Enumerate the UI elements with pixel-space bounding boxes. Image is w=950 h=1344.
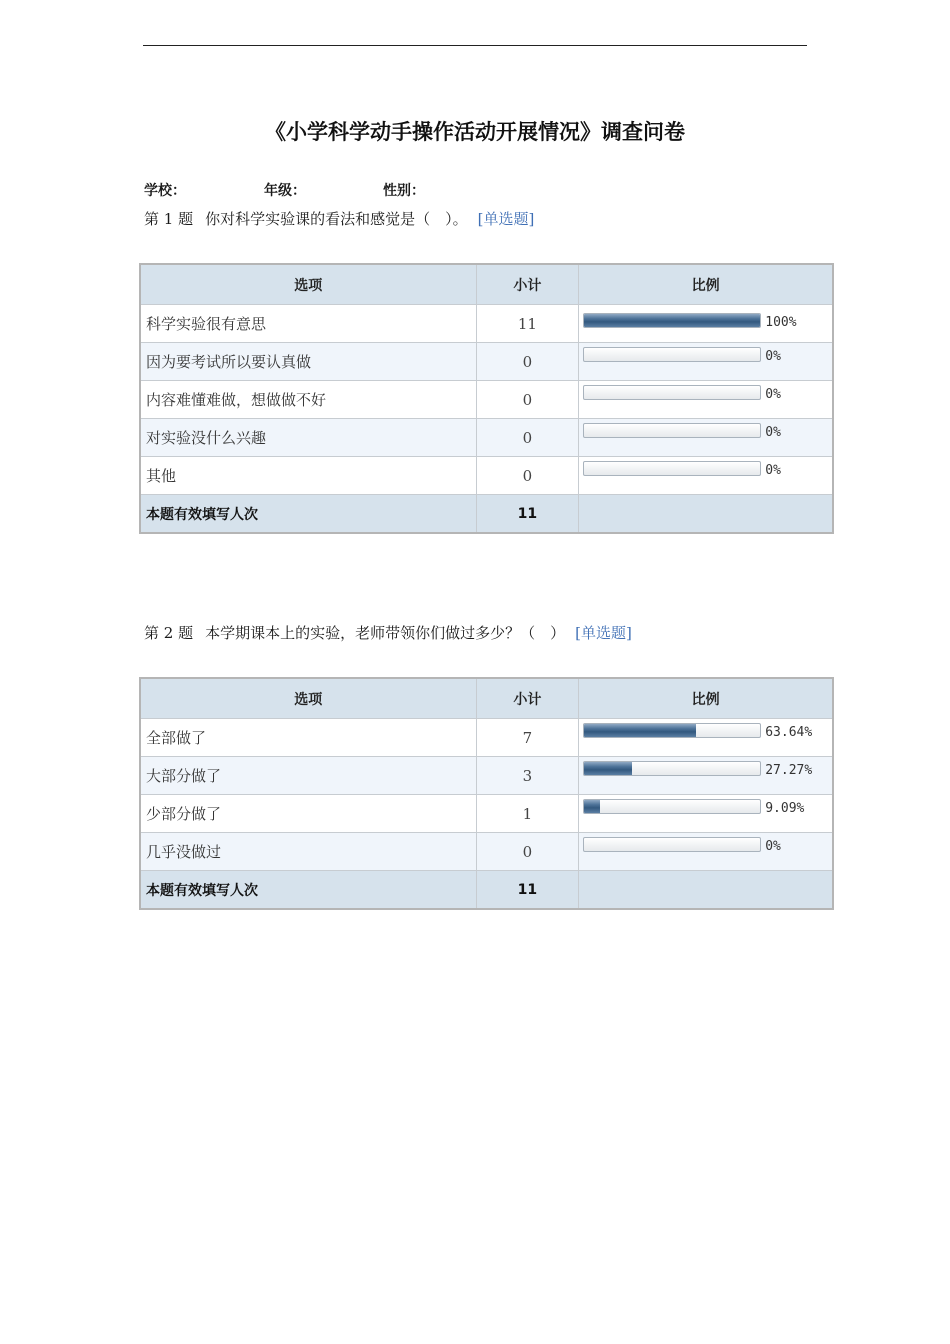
- ratio-cell: [579, 719, 833, 757]
- option-count: 0: [476, 343, 579, 381]
- table-header-row: [140, 678, 833, 719]
- ratio-cell: [579, 757, 833, 795]
- total-count: 11: [476, 495, 579, 534]
- progress-bar: [583, 837, 761, 852]
- question-type-tag[interactable]: [单选题]: [575, 624, 632, 642]
- results-table-q1: [139, 263, 834, 534]
- ratio-cell: [579, 457, 833, 495]
- table-row: [140, 305, 833, 343]
- progress-fill: [584, 724, 696, 737]
- percent-label: 0%: [765, 839, 781, 854]
- header-rule: [143, 45, 807, 46]
- ratio-cell: [579, 305, 833, 343]
- progress-bar: [583, 461, 761, 476]
- progress-bar: [583, 385, 761, 400]
- header-option: 选项: [140, 264, 476, 305]
- school-label: 学校：: [144, 183, 186, 199]
- percent-label: 100%: [765, 315, 797, 330]
- ratio-cell: [579, 381, 833, 419]
- ratio-cell: [579, 795, 833, 833]
- header-option: 选项: [140, 678, 476, 719]
- header-count: 小计: [476, 678, 579, 719]
- question-text: 本学期课本上的实验，老师带领你们做过多少？（ ）: [205, 624, 566, 642]
- question-number: 第 2 题: [144, 624, 194, 642]
- percent-label: 0%: [765, 349, 781, 364]
- table-row: [140, 419, 833, 457]
- progress-fill: [584, 314, 760, 327]
- progress-bar: [583, 423, 761, 438]
- total-row: [140, 495, 833, 534]
- question-number: 第 1 题: [144, 210, 194, 228]
- table-header-row: [140, 264, 833, 305]
- header-ratio: 比例: [579, 264, 833, 305]
- total-empty-cell: [579, 495, 833, 534]
- option-count: 11: [476, 305, 579, 343]
- option-label: 因为要考试所以要认真做: [140, 343, 476, 381]
- results-table-q2: [139, 677, 834, 910]
- progress-bar: [583, 723, 761, 738]
- table-row: [140, 343, 833, 381]
- header-count: 小计: [476, 264, 579, 305]
- option-label: 大部分做了: [140, 757, 476, 795]
- percent-label: 63.64%: [765, 725, 813, 740]
- option-label: 几乎没做过: [140, 833, 476, 871]
- table-row: [140, 757, 833, 795]
- question-text: 你对科学实验课的看法和感觉是（ ）。: [205, 210, 468, 228]
- option-count: 7: [476, 719, 579, 757]
- total-count: 11: [476, 871, 579, 910]
- option-label: 其他: [140, 457, 476, 495]
- gender-label: 性别：: [383, 183, 425, 199]
- option-count: 0: [476, 381, 579, 419]
- percent-label: 0%: [765, 387, 781, 402]
- option-label: 内容难懂难做，想做做不好: [140, 381, 476, 419]
- option-label: 少部分做了: [140, 795, 476, 833]
- question-type-tag[interactable]: [单选题]: [477, 210, 535, 228]
- table-row: [140, 381, 833, 419]
- option-label: 对实验没什么兴趣: [140, 419, 476, 457]
- percent-label: 27.27%: [765, 763, 813, 778]
- total-label: 本题有效填写人次: [140, 871, 476, 910]
- table-row: [140, 719, 833, 757]
- page-title: 《小学科学动手操作活动开展情况》调查问卷: [265, 120, 685, 144]
- progress-bar: [583, 799, 761, 814]
- table-row: [140, 833, 833, 871]
- option-count: 1: [476, 795, 579, 833]
- total-row: [140, 871, 833, 910]
- ratio-cell: [579, 343, 833, 381]
- option-count: 3: [476, 757, 579, 795]
- percent-label: 0%: [765, 463, 781, 478]
- ratio-cell: [579, 833, 833, 871]
- question-2: [144, 622, 632, 643]
- question-1: [144, 208, 534, 229]
- grade-label: 年级：: [264, 183, 306, 199]
- option-count: 0: [476, 419, 579, 457]
- option-count: 0: [476, 457, 579, 495]
- option-label: 全部做了: [140, 719, 476, 757]
- total-empty-cell: [579, 871, 833, 910]
- progress-fill: [584, 800, 600, 813]
- progress-bar: [583, 761, 761, 776]
- progress-bar: [583, 347, 761, 362]
- progress-fill: [584, 762, 632, 775]
- percent-label: 9.09%: [765, 801, 805, 816]
- option-label: 科学实验很有意思: [140, 305, 476, 343]
- option-count: 0: [476, 833, 579, 871]
- percent-label: 0%: [765, 425, 781, 440]
- header-ratio: 比例: [579, 678, 833, 719]
- total-label: 本题有效填写人次: [140, 495, 476, 534]
- table-row: [140, 457, 833, 495]
- ratio-cell: [579, 419, 833, 457]
- table-row: [140, 795, 833, 833]
- progress-bar: [583, 313, 761, 328]
